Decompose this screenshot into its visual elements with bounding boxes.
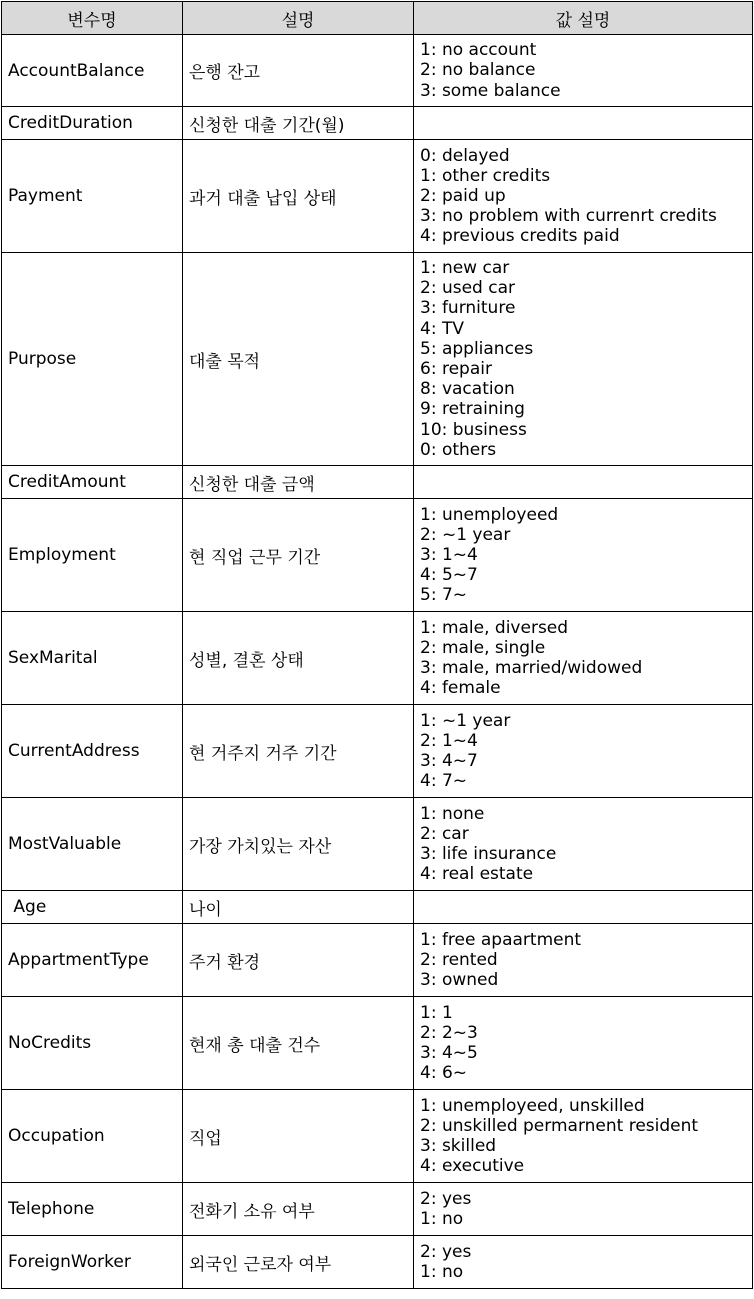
value-description-cell xyxy=(414,466,753,499)
value-line: 8: vacation xyxy=(420,379,515,400)
variable-name-cell: CreditDuration xyxy=(2,107,183,140)
variable-name-cell: Telephone xyxy=(2,1183,183,1236)
value-line: 9: retraining xyxy=(420,399,525,420)
description-cell: 주거 환경 xyxy=(183,924,414,997)
table-row xyxy=(2,35,753,107)
value-description-cell xyxy=(414,997,753,1090)
value-line: 2: male, single xyxy=(420,637,546,658)
table-row xyxy=(2,997,753,1090)
value-description-cell xyxy=(414,499,753,612)
variable-name-cell: Employment xyxy=(2,499,183,612)
value-line: 1: 1 xyxy=(420,1002,453,1023)
value-line: 1: other credits xyxy=(420,165,551,186)
variable-name-cell: ForeignWorker xyxy=(2,1236,183,1289)
table-row xyxy=(2,891,753,924)
value-line: 2: ~1 year xyxy=(420,524,511,545)
value-line: 4: 5~7 xyxy=(420,565,478,586)
value-line: 3: no problem with currenrt credits xyxy=(420,206,717,227)
description-cell: 신청한 대출 기간(월) xyxy=(183,107,414,140)
value-line: 1: unemployeed xyxy=(420,504,559,525)
table-row xyxy=(2,253,753,466)
value-line: 1: male, diversed xyxy=(420,617,569,638)
value-line: 3: 4~7 xyxy=(420,751,478,771)
value-line: 1: no account xyxy=(420,40,537,61)
table-row xyxy=(2,1183,753,1236)
variable-name-cell: CurrentAddress xyxy=(2,705,183,798)
description-cell: 은행 잔고 xyxy=(183,35,414,107)
value-description-cell xyxy=(414,140,753,253)
header-value-description: 값 설명 xyxy=(414,2,753,35)
value-line: 5: 7~ xyxy=(420,585,468,606)
value-line: 0: others xyxy=(420,439,497,460)
description-cell: 성별, 결혼 상태 xyxy=(183,612,414,705)
table-row xyxy=(2,612,753,705)
value-line: 3: male, married/widowed xyxy=(420,658,643,678)
table-row xyxy=(2,499,753,612)
value-line: 1: no xyxy=(420,1209,464,1229)
table-row xyxy=(2,705,753,798)
variable-name-cell: Purpose xyxy=(2,253,183,466)
description-cell: 현 직업 근무 기간 xyxy=(183,499,414,612)
value-line: 3: 4~5 xyxy=(420,1043,478,1063)
description-cell: 현 거주지 거주 기간 xyxy=(183,705,414,798)
value-description-cell xyxy=(414,1090,753,1183)
value-line: 1: ~1 year xyxy=(420,710,511,731)
value-line: 2: car xyxy=(420,823,469,844)
header-row xyxy=(2,2,753,35)
table-row xyxy=(2,1236,753,1289)
value-line: 2: used car xyxy=(420,278,515,299)
header-variable-name: 변수명 xyxy=(2,2,183,35)
description-cell: 전화기 소유 여부 xyxy=(183,1183,414,1236)
description-cell: 현재 총 대출 건수 xyxy=(183,997,414,1090)
value-line: 2: 1~4 xyxy=(420,730,478,751)
value-description-cell xyxy=(414,798,753,891)
variable-table xyxy=(1,1,753,1289)
description-cell: 직업 xyxy=(183,1090,414,1183)
variable-name-cell: Payment xyxy=(2,140,183,253)
value-description-cell xyxy=(414,705,753,798)
value-line: 2: unskilled permarnent resident xyxy=(420,1115,699,1136)
value-line: 2: 2~3 xyxy=(420,1022,478,1043)
value-description-cell xyxy=(414,253,753,466)
description-cell: 대출 목적 xyxy=(183,253,414,466)
variable-name-cell: CreditAmount xyxy=(2,466,183,499)
value-line: 2: rented xyxy=(420,949,498,970)
value-line: 5: appliances xyxy=(420,338,534,359)
value-line: 4: female xyxy=(420,678,501,699)
value-line: 4: real estate xyxy=(420,864,534,885)
table-row xyxy=(2,140,753,253)
value-line: 2: yes xyxy=(420,1188,472,1209)
value-description-cell xyxy=(414,612,753,705)
value-line: 3: owned xyxy=(420,970,499,991)
table-row xyxy=(2,466,753,499)
variable-name-cell: MostValuable xyxy=(2,798,183,891)
description-cell: 신청한 대출 금액 xyxy=(183,466,414,499)
value-description-cell xyxy=(414,924,753,997)
value-description-cell xyxy=(414,891,753,924)
variable-name-cell: AccountBalance xyxy=(2,35,183,107)
value-line: 4: previous credits paid xyxy=(420,226,620,247)
description-cell: 나이 xyxy=(183,891,414,924)
value-line: 3: some balance xyxy=(420,80,561,101)
value-line: 1: unemployeed, unskilled xyxy=(420,1095,645,1116)
value-line: 1: none xyxy=(420,803,485,824)
table-row xyxy=(2,924,753,997)
value-description-cell xyxy=(414,35,753,107)
value-line: 6: repair xyxy=(420,359,492,379)
header-description: 설명 xyxy=(183,2,414,35)
variable-name-cell: AppartmentType xyxy=(2,924,183,997)
value-line: 3: life insurance xyxy=(420,844,557,864)
variable-name-cell: SexMarital xyxy=(2,612,183,705)
table-row xyxy=(2,798,753,891)
value-line: 1: free apaartment xyxy=(420,929,582,950)
value-line: 2: yes xyxy=(420,1241,472,1262)
description-cell: 외국인 근로자 여부 xyxy=(183,1236,414,1289)
value-line: 4: 6~ xyxy=(420,1063,468,1084)
value-line: 4: TV xyxy=(420,318,464,339)
variable-name-cell: Occupation xyxy=(2,1090,183,1183)
value-line: 1: no xyxy=(420,1262,464,1282)
value-description-cell xyxy=(414,1236,753,1289)
value-line: 4: 7~ xyxy=(420,771,468,792)
value-description-cell xyxy=(414,1183,753,1236)
value-line: 1: new car xyxy=(420,258,510,279)
value-description-cell xyxy=(414,107,753,140)
value-line: 3: furniture xyxy=(420,298,516,319)
description-cell: 과거 대출 납입 상태 xyxy=(183,140,414,253)
value-line: 2: paid up xyxy=(420,185,506,206)
variable-name-cell: NoCredits xyxy=(2,997,183,1090)
value-line: 3: 1~4 xyxy=(420,544,478,565)
value-line: 10: business xyxy=(420,419,527,440)
value-line: 2: no balance xyxy=(420,60,536,81)
value-line: 0: delayed xyxy=(420,145,510,166)
value-line: 3: skilled xyxy=(420,1136,497,1156)
variable-name-cell: Age xyxy=(2,891,183,924)
table-row xyxy=(2,107,753,140)
value-line: 4: executive xyxy=(420,1156,525,1177)
table-row xyxy=(2,1090,753,1183)
description-cell: 가장 가치있는 자산 xyxy=(183,798,414,891)
